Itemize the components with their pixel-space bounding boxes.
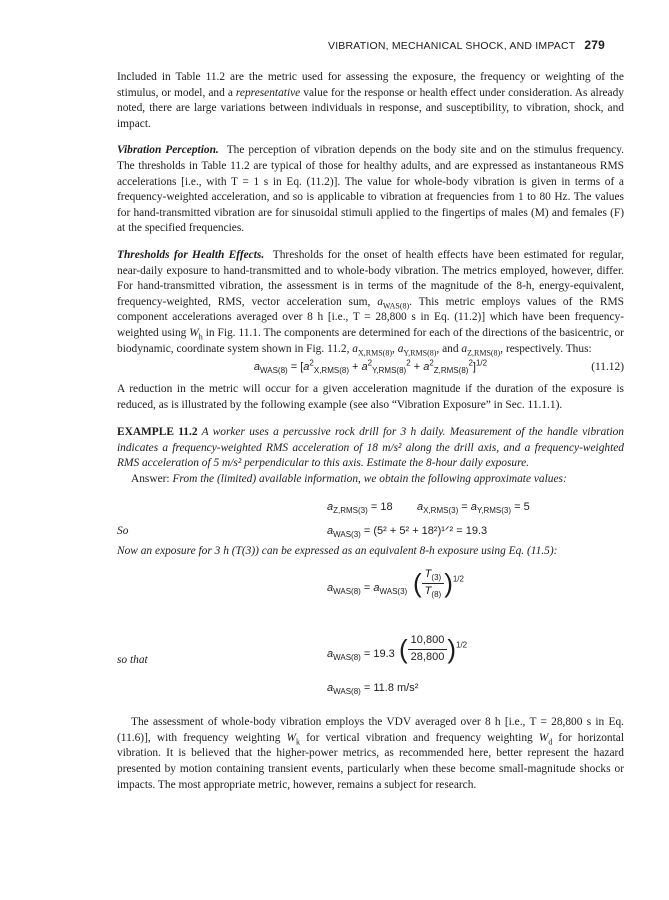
- intro-text: Included in Table 11.2 are the metric used for assessing the exposure, the frequency or weighting of the stimulus, or model, and a representative value for the response or health effect under consideration. As already noted, there are large variations between individuals in response, and susceptibility, to vibration, shock, and impact.: [117, 71, 624, 130]
- so-word: So: [117, 524, 129, 537]
- value-xy: 5: [523, 500, 530, 513]
- so-that-phrase: so that: [117, 654, 148, 667]
- reduction-paragraph: A reduction in the metric will occur for a given acceleration magnitude if the duration of the exposure is reduced, as is illustrated by the following example (see also “Vibration Exposure” in Sec. 11.1.1).: [117, 383, 624, 411]
- so-line: So $a_{WAS(3)} = (5^2 + 5^2$ + 18²)¹ᐟ² = 19.3: [117, 524, 488, 539]
- page-body: [117, 70, 624, 793]
- health-text-2: . This metric employs values of the RMS component accelerations averaged over 8 h [i.e., T = 28,800 s in Eq. (11.2)] which have been frequency-weighted using: [117, 295, 624, 339]
- denominator-28800: 28,800: [410, 650, 445, 663]
- health-text-1: Thresholds for the onset of health effects have been estimated for regular, near-daily exposure to hand-transmitted and to whole-body vibration. The metrics employed, however, differ. For hand-transmitted vibration, the assessment is in terms of the magnitude of the 8-h, energy-equivalent, frequency-weighted, RMS, vector acceleration sum,: [117, 248, 624, 308]
- equation-equivalent: $a_{WAS(8)} = a_{WAS(3)}$ ( $\frac{T_{(3)}}{T_{(8)}}$ )$^{1/2}$: [327, 568, 464, 600]
- closing-paragraph: [117, 715, 624, 793]
- example-answer: [117, 472, 624, 488]
- health-text-4: respectively. Thus:: [505, 342, 592, 355]
- so-result: = (5² + 5² + 18²)¹ᐟ² = 19.3: [363, 524, 488, 537]
- final-value: 11.8 m/s²: [373, 682, 419, 695]
- equation-final: $a_{WAS(8)} = 11.8$ m/s²: [327, 682, 419, 697]
- now-line: Now an exposure for 3 h (T(3)) can be expressed as an equivalent 8-h exposure using Eq. (11.5):: [117, 544, 558, 557]
- health-paragraph: Thresholds for Health Effects. Thresholds for the onset of health effects have been estimated for regular, near-daily exposure to hand-transmitted and to whole-body vibration. The metrics employed, however, differ. For hand-transmitted vibration, the assessment is in terms of the magnitude of the 8-h, energy-equivalent, frequency-weighted, RMS, vector acceleration sum, $a_{WAS(8)}$. This metric employs values of the RMS component accelerations averaged over 8 h [i.e., T = 28,800 s in Eq. (11.2)] which have been frequency-weighted using $W_h$ in Fig. 11.1. The components are determined for each of the directions of the basicentric, or biodynamic, coordinate system shown in Fig. 11.2, $a_{X,RMS(8)}$, $a_{Y,RMS(8)}$, and $a_{Z,RMS(8)}$, respectively. Thus:: [117, 248, 624, 357]
- answer-text: From the (limited) available information, we obtain the following approximate values:: [172, 473, 567, 486]
- coefficient: 19.3: [373, 648, 395, 661]
- example-statement: [117, 425, 624, 472]
- numerator-10800: 10,800: [408, 633, 448, 650]
- running-title: VIBRATION, MECHANICAL SHOCK, AND IMPACT: [327, 40, 576, 52]
- example-text: A worker uses a percussive rock drill for 3 h daily. Measurement of the handle vibration indicates a frequency-weighted RMS acceleration of 18 m/s² along the drill axis, and a frequency-weighted RMS acceleration of 5 m/s² perpendicular to this axis. Estimate the 8-hour daily exposure.: [117, 426, 624, 470]
- equation-11-12: $a_{WAS(8)} = [a^2_{X,RMS(8)} + a^2_{Y,RMS(8)}^2 + a^2_{Z,RMS(8)}^2]^{1/2}$ (11.12): [253, 358, 624, 376]
- health-heading: Thresholds for Health Effects.: [117, 248, 265, 261]
- intro-paragraph: [117, 70, 624, 132]
- equation-substituted: so that $a_{WAS(8)} = 19.3$ ( $\frac{10,800}{28,800}$ )$^{1/2}$: [117, 629, 624, 675]
- answer-label: Answer:: [131, 473, 170, 486]
- perception-heading: Vibration Perception.: [117, 144, 219, 157]
- equation-number: (11.12): [591, 361, 624, 374]
- health-text-3: in Fig. 11.1. The components are determined for each of the directions of the basicentric, or biodynamic, coordinate system shown in Fig. 11.2,: [117, 326, 624, 355]
- closing-text: The assessment of whole-body vibration employs the VDV averaged over 8 h [i.e., T = 28,800 s in Eq. (11.6)], with frequency weighting $W_k$ for vertical vibration and frequency weighting $W_d$ for horizontal vibration. It is believed that the higher-power metrics, as recommended here, better represent the hazard presented by motion containing transient events, particularly when these become small-magnitude shocks or impacts. The most appropriate metric, however, remains a subject for research.: [117, 716, 624, 791]
- perception-paragraph: [117, 143, 624, 237]
- running-header: [328, 38, 605, 52]
- page-number: 279: [584, 38, 605, 52]
- example-label: EXAMPLE 11.2: [117, 426, 198, 439]
- perception-text: The perception of vibration depends on the body site and on the stimulus frequency. The thresholds in Table 11.2 are typical of those for healthy adults, and are expressed as instantaneous RMS accelerations [i.e., with T = 1 s in Eq. (11.2)]. The value for whole-body vibration is given in terms of a frequency-weighted acceleration, and so is applicable to vibration at frequencies from 1 to 80 Hz. The values for hand-transmitted vibration are for sinusoidal stimuli applied to the fingertips of males (M) and females (F) at the specified frequencies.: [117, 144, 625, 235]
- component-values: $a_{Z,RMS(3)} = 18$ $a_{X,RMS(3)} = a_{Y,RMS(3)} = 5$: [327, 500, 530, 515]
- value-z: 18: [380, 500, 393, 513]
